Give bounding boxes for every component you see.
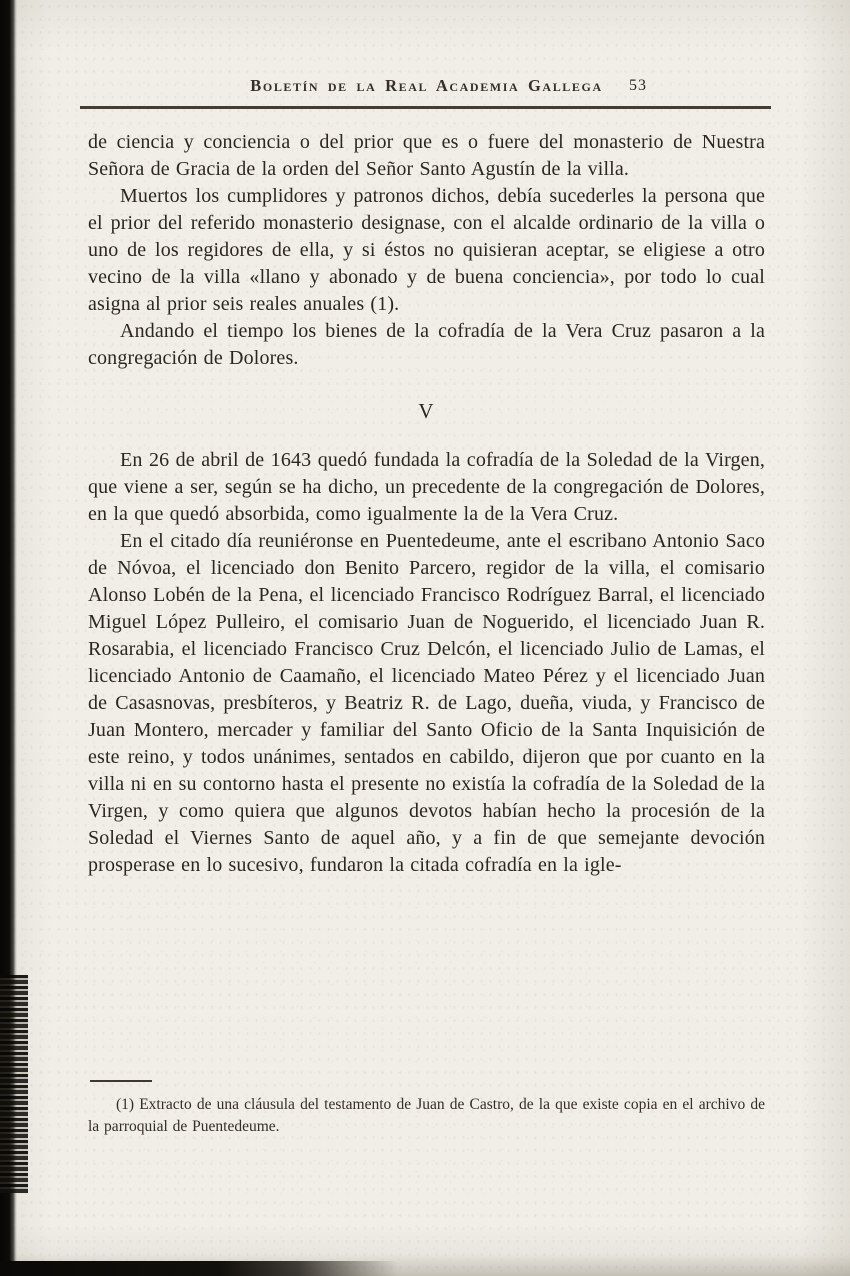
paragraph: Muertos los cumplidores y patronos dichos, debía sucederles la persona que el prior del referido monasterio designase, con el alcalde ordinario de la villa o uno de los regidores de ella, y si éstos no quisieran aceptar, se eligiese a otro vecino de la villa «llano y abonado y de buena conciencia», por todo lo cual asigna al prior seis reales anuales (1).: [88, 185, 765, 315]
journal-title: Boletín de la Real Academia Gallega: [250, 76, 603, 95]
scan-binding-texture: [0, 975, 28, 1193]
page-header: [88, 76, 765, 100]
body-text: [88, 129, 765, 879]
footnote-rule: [90, 1080, 152, 1082]
page-number: 53: [629, 77, 647, 94]
section-heading: V: [418, 399, 435, 423]
paragraph: Andando el tiempo los bienes de la cofradía de la Vera Cruz pasaron a la congregación de Dolores.: [88, 320, 765, 369]
footnote-area: [88, 1056, 765, 1138]
paragraph: En el citado día reuniéronse en Puentedeume, ante el escribano Antonio Saco de Nóvoa, el licenciado don Benito Parcero, regidor de la villa, el comisario Alonso Lobén de la Pena, el licenciado Francisco Rodríguez Barral, el licenciado Miguel López Pulleiro, el comisario Juan de Noguerido, el licenciado Juan R. Rosarabia, el licenciado Francisco Cruz Delcón, el licenciado Julio de Lamas, el licenciado Antonio de Caamaño, el licenciado Mateo Pérez y el licenciado Juan de Casasnovas, presbíteros, y Beatriz R. de Lago, dueña, viuda, y Francisco de Juan Montero, mercader y familiar del Santo Oficio de la Santa Inquisición de este reino, y todos unánimes, sentados en cabildo, dijeron que por cuanto en la villa ni en su contorno hasta el presente no existía la cofradía de la Soledad de la Virgen, y como quiera que algunos devotos habían hecho la procesión de la Soledad el Viernes Santo de aquel año, y a fin de que semejante devoción prosperase en lo sucesivo, fundaron la citada cofradía en la igle-: [88, 530, 765, 876]
header-rule: [80, 106, 771, 109]
paragraph: En 26 de abril de 1643 quedó fundada la cofradía de la Soledad de la Virgen, que viene a ser, según se ha dicho, un precedente de la congregación de Dolores, en la que quedó absorbida, como igualmente la de la Vera Cruz.: [88, 449, 765, 525]
footnote: (1) Extracto de una cláusula del testamento de Juan de Castro, de la que existe copia en el archivo de la parroquial de Puentedeume.: [88, 1096, 765, 1135]
paragraph-continuation: de ciencia y conciencia o del prior que es o fuere del monasterio de Nuestra Señora de Gracia de la orden del Señor Santo Agustín de la villa.: [88, 131, 765, 180]
scan-bottom-edge: [0, 1261, 398, 1276]
